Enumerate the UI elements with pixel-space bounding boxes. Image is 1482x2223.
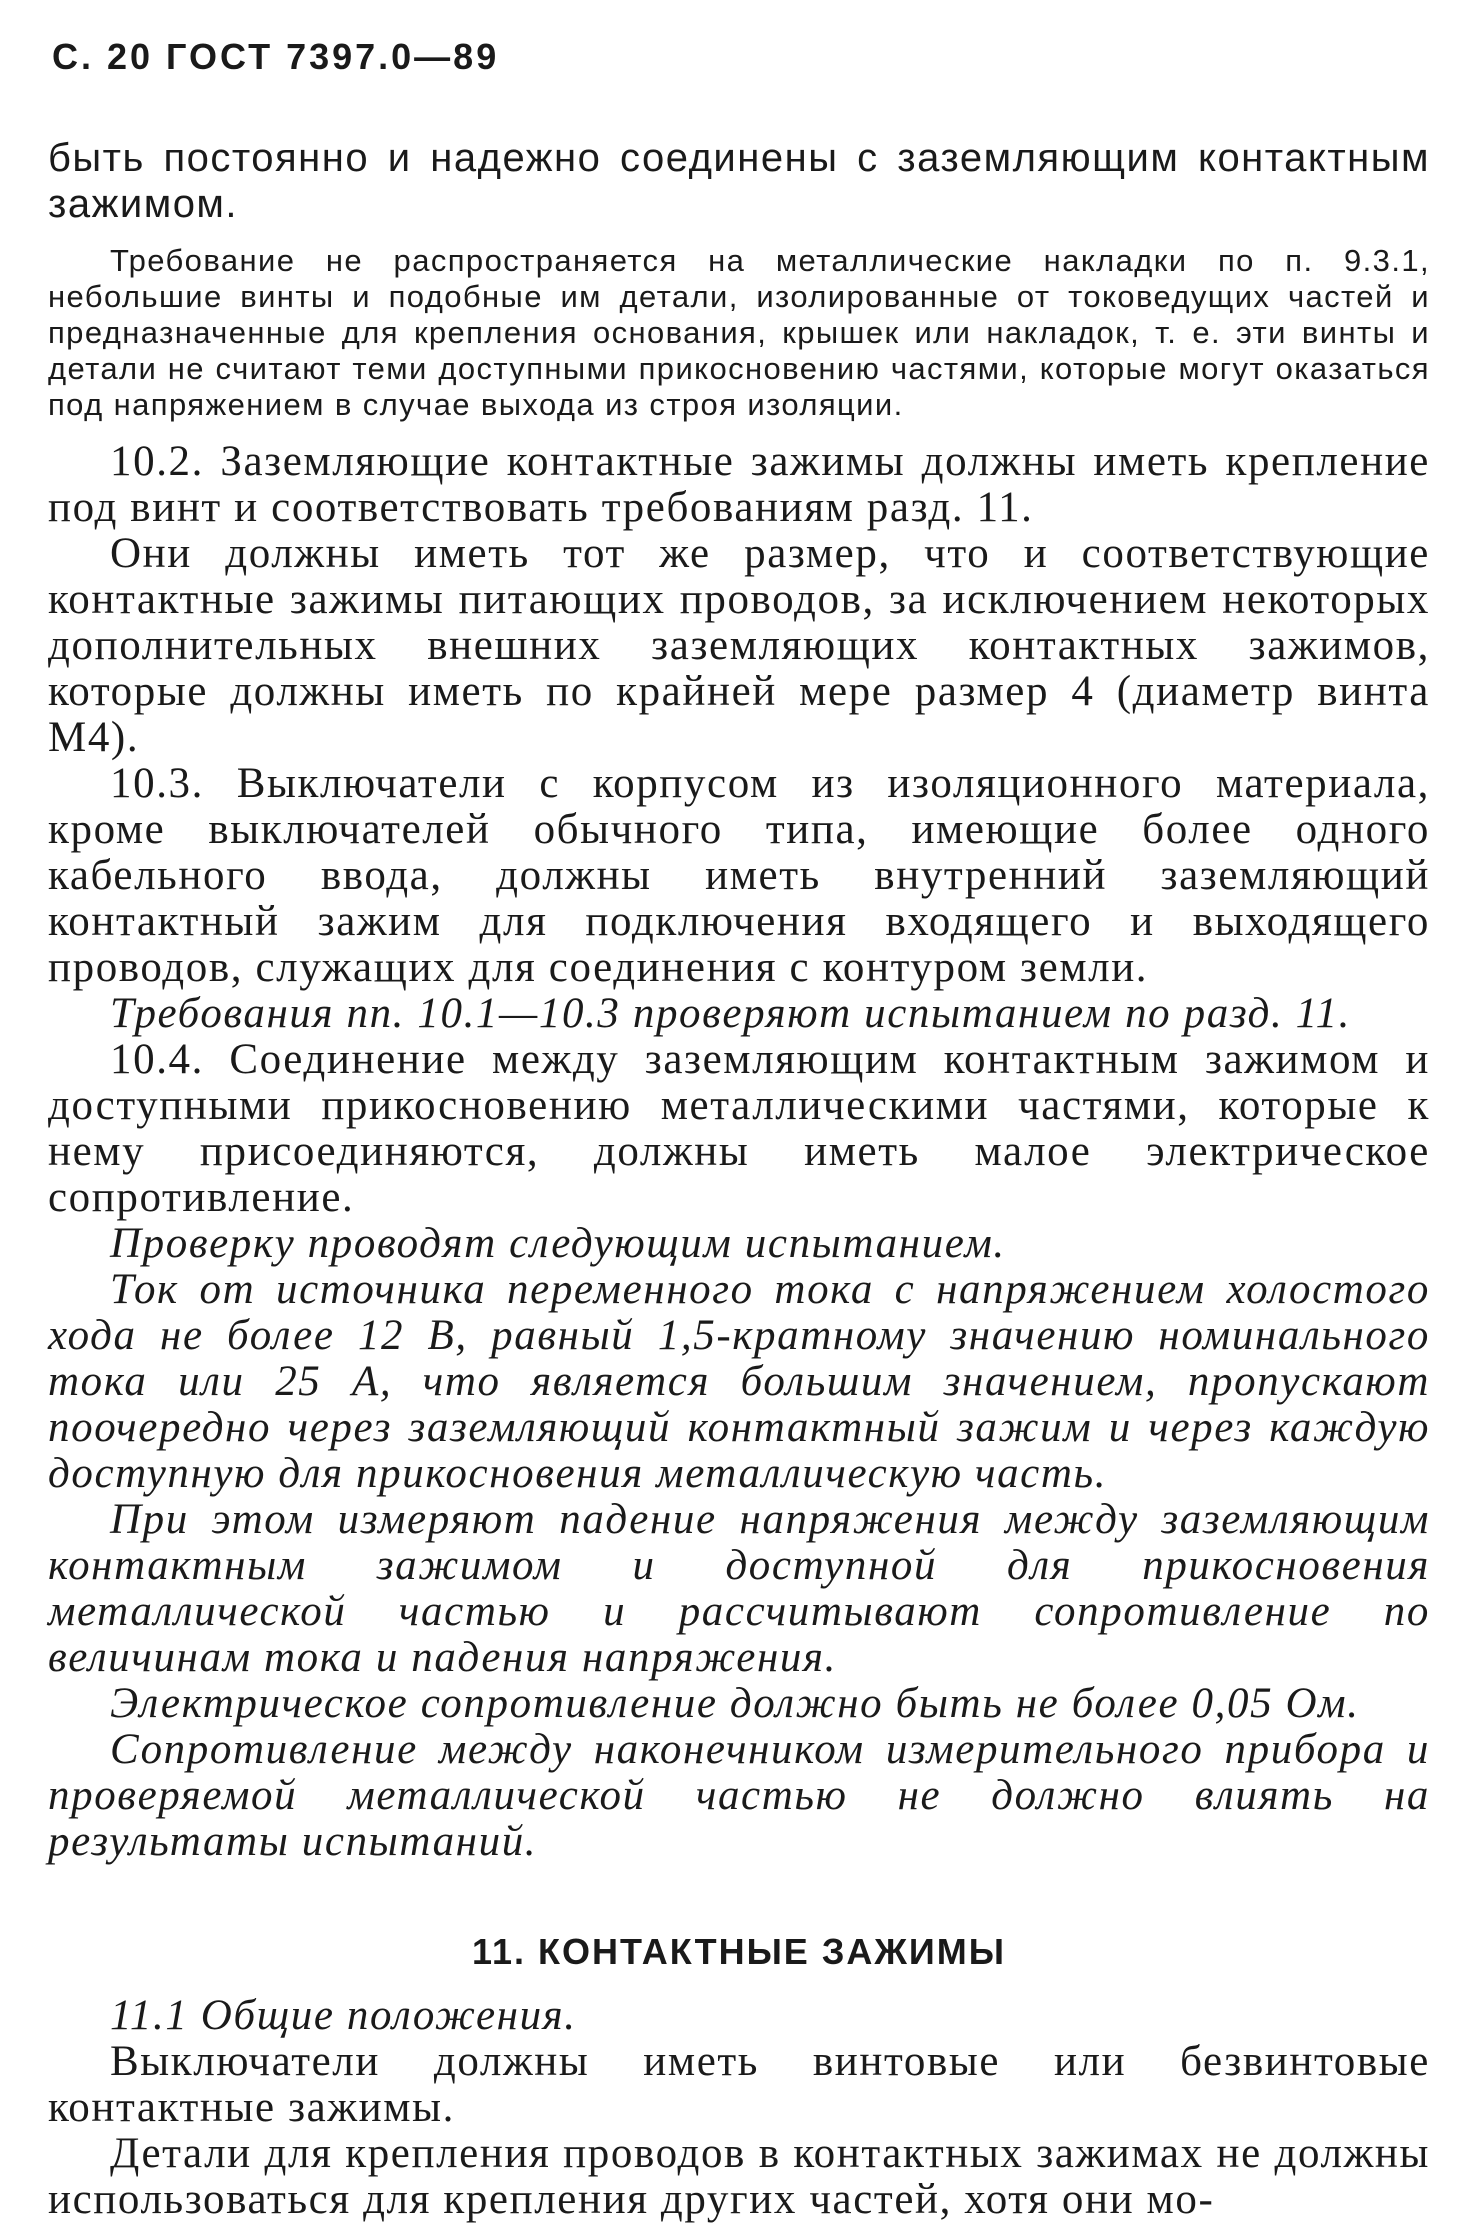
clause-10-4: 10.4. Соединение между заземляющим контактным зажимом и доступными прикосновению металлическими частями, которые к нему присоединяются, должны иметь малое электрическое сопротивление. (48, 1036, 1430, 1221)
page-body (48, 135, 1430, 2223)
test-limit: Электрическое сопротивление должно быть не более 0,05 Ом. (110, 1680, 1360, 1727)
clause-10-2-sizes: Они должны иметь тот же размер, что и соответствующие контактные зажимы питающих проводов, за исключением некоторых дополнительных внешних заземляющих контактных зажимов, которые должны иметь по крайней мере размер 4 (диаметр винта М4). (48, 530, 1430, 761)
clause-10-2: 10.2. Заземляющие контактные зажимы должны иметь крепление под винт и соответствовать требованиям разд. 11. (48, 438, 1430, 531)
clause-11-1-parts: Детали для крепления проводов в контактных зажимах не должны использоваться для крепления других частей, хотя они мо- (48, 2130, 1430, 2223)
section-11-heading: 11. КОНТАКТНЫЕ ЗАЖИМЫ (471, 1931, 1007, 1972)
test-intro: Проверку проводят следующим испытанием. (110, 1220, 1006, 1267)
continuation-text: быть постоянно и надежно соединены с заземляющим контактным зажимом. (48, 136, 1430, 226)
check-10-1-10-3: Требования пп. 10.1—10.3 проверяют испытанием по разд. 11. (110, 990, 1352, 1037)
clause-10-3: 10.3. Выключатели с корпусом из изоляционного материала, кроме выключателей обычного типа, имеющие более одного кабельного ввода, должны иметь внутренний заземляющий контактный зажим для подключения входящего и выходящего проводов, служащих для соединения с контуром земли. (48, 760, 1430, 991)
note-text: Требование не распространяется на металлические накладки по п. 9.3.1, небольшие винты и подобные им детали, изолированные от токоведущих частей и предназначенные для крепления основания, крышек или накладок, т. е. эти винты и детали не считают теми доступными прикосновению частями, которые могут оказаться под напряжением в случае выхода из строя изоляции. (48, 243, 1430, 422)
running-head: С. 20 ГОСТ 7397.0—89 (52, 36, 500, 77)
clause-11-1: 11.1 Общие положения. (110, 1992, 577, 2039)
clause-11-1-terminals: Выключатели должны иметь винтовые или безвинтовые контактные зажимы. (48, 2038, 1430, 2131)
test-measure: При этом измеряют падение напряжения между заземляющим контактным зажимом и доступной для прикосновения металлической частью и рассчитывают сопротивление по величинам тока и падения напряжения. (48, 1496, 1430, 1681)
test-probe: Сопротивление между наконечником измерительного прибора и проверяемой металлической частью не должно влиять на результаты испытаний. (48, 1726, 1430, 1865)
test-current: Ток от источника переменного тока с напряжением холостого хода не более 12 В, равный 1,5-кратному значению номинального тока или 25 А, что является большим значением, пропускают поочередно через заземляющий контактный зажим и через каждую доступную для прикосновения металлическую часть. (48, 1266, 1430, 1497)
